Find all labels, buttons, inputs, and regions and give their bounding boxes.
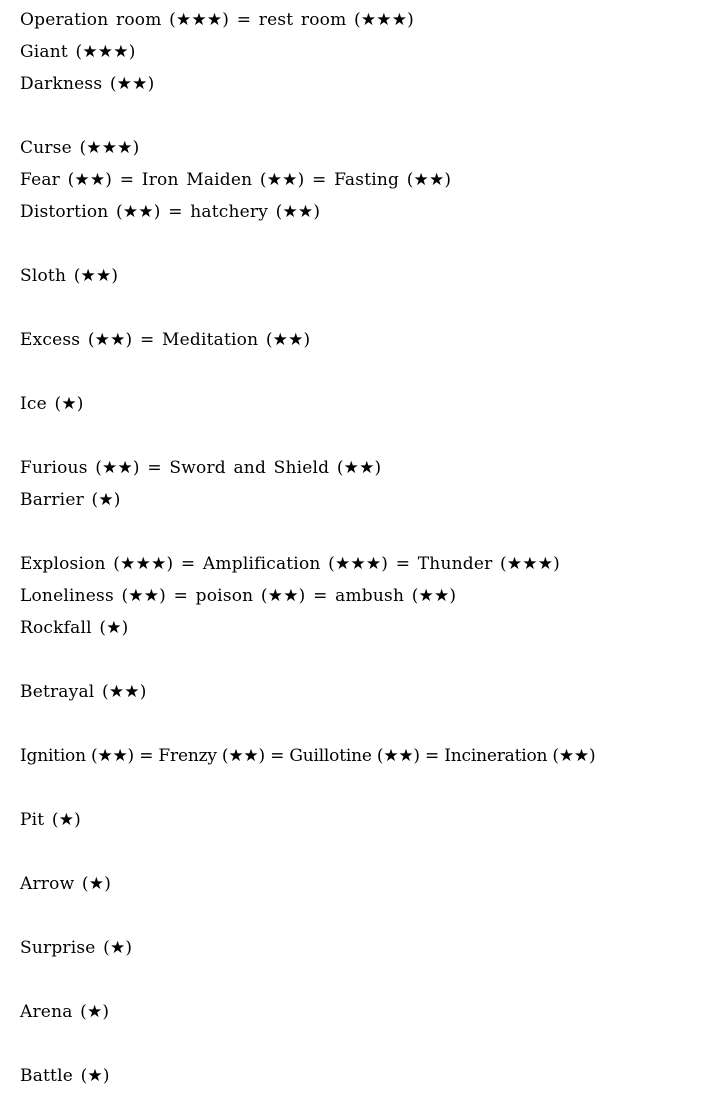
text-line: Darkness (★★) xyxy=(20,74,155,94)
text-line: Excess (★★) = Meditation (★★) xyxy=(20,330,311,350)
text-line: Ignition (★★) = Frenzy (★★) = Guillotine (★★) = Incineration (★★) xyxy=(20,746,596,766)
blank-line xyxy=(20,1028,720,1060)
blank-line xyxy=(20,708,720,740)
blank-line xyxy=(20,644,720,676)
text-line: Surprise (★) xyxy=(20,938,133,958)
text-line: Distortion (★★) = hatchery (★★) xyxy=(20,202,321,222)
text-line: Giant (★★★) xyxy=(20,42,136,62)
blank-line xyxy=(20,900,720,932)
document-body xyxy=(20,4,720,1092)
text-line: Ice (★) xyxy=(20,394,84,414)
text-line: Furious (★★) = Sword and Shield (★★) xyxy=(20,458,382,478)
text-line: Arrow (★) xyxy=(20,874,112,894)
text-line: Fear (★★) = Iron Maiden (★★) = Fasting (★★) xyxy=(20,170,452,190)
text-line: Curse (★★★) xyxy=(20,138,140,158)
blank-line xyxy=(20,772,720,804)
blank-line xyxy=(20,964,720,996)
blank-line xyxy=(20,228,720,260)
text-line: Sloth (★★) xyxy=(20,266,119,286)
text-line: Betrayal (★★) xyxy=(20,682,147,702)
text-line: Rockfall (★) xyxy=(20,618,129,638)
text-line: Explosion (★★★) = Amplification (★★★) = Thunder (★★★) xyxy=(20,554,561,574)
text-line: Pit (★) xyxy=(20,810,82,830)
blank-line xyxy=(20,356,720,388)
text-line: Barrier (★) xyxy=(20,490,121,510)
blank-line xyxy=(20,292,720,324)
text-line: Loneliness (★★) = poison (★★) = ambush (★★) xyxy=(20,586,457,606)
text-line: Arena (★) xyxy=(20,1002,110,1022)
blank-line xyxy=(20,420,720,452)
blank-line xyxy=(20,516,720,548)
text-line: Battle (★) xyxy=(20,1066,110,1086)
blank-line xyxy=(20,100,720,132)
blank-line xyxy=(20,836,720,868)
text-line: Operation room (★★★) = rest room (★★★) xyxy=(20,10,415,30)
